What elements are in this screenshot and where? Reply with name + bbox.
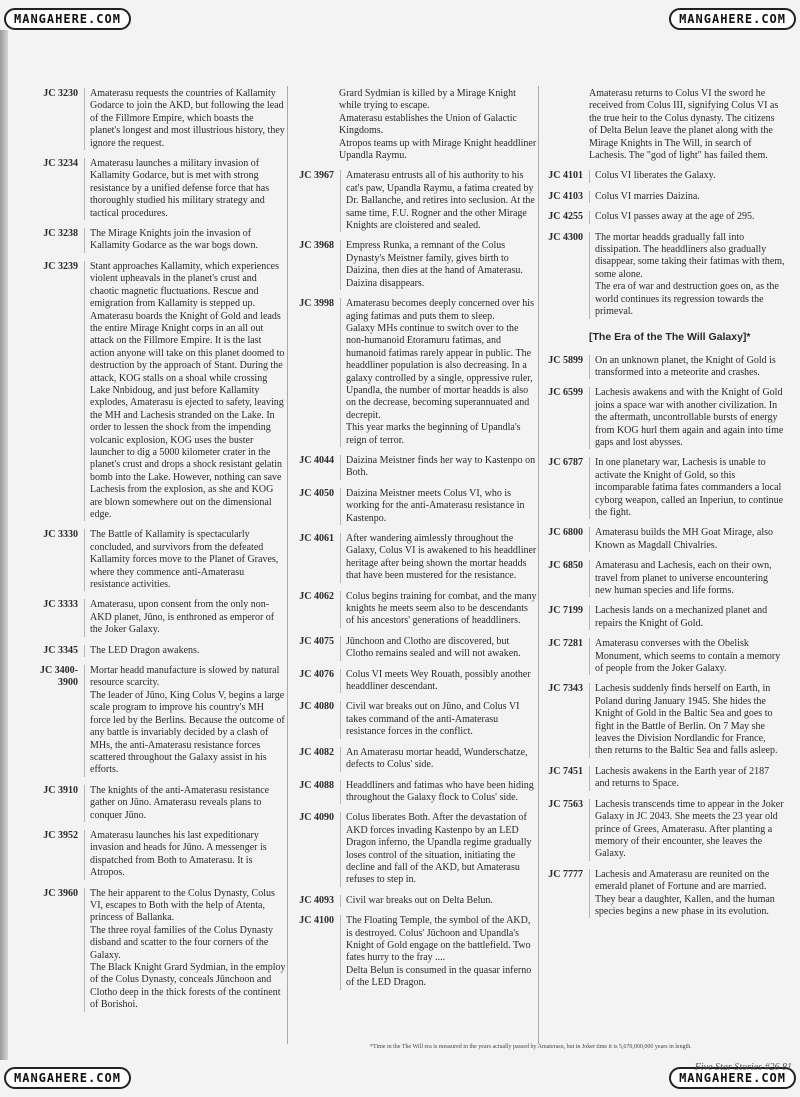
entry-paragraph: Lachesis awakens in the Earth year of 2187 and returns to Space.: [595, 765, 770, 790]
timeline-entry: [292, 636, 538, 661]
footnote: *Time in the The Will era is measured in the years actually passed by Amaterasu, but in Joker time it is 5,670,000,000 years in length.: [370, 1044, 692, 1050]
timeline-entry: [18, 529, 286, 591]
entry-text: [589, 191, 785, 203]
entry-year: JC 4076: [299, 668, 334, 680]
entry-paragraph: Amaterasu entrusts all of his authority to his cat's paw, Upandla Raymu, a fatima created by Dr. Ballanche, and retires into seclusion. At the same time, F.U. Rogner and the other Mirage Knights are cloistered and sealed.: [346, 170, 535, 232]
entry-text: [340, 915, 538, 989]
entry-paragraph: Lachesis suddenly finds herself on Earth, in Poland during January 1945. She hides the Knight of Gold in the Baltic Sea and goes to fight in the Battle of Berlin. On 7 May she leaves the Division Nordlandic for France, then returns to the Baltic Sea and falls asleep.: [595, 683, 778, 757]
entry-text: [84, 158, 286, 220]
entry-text: [589, 527, 785, 552]
entry-text: [340, 298, 538, 447]
entry-year: JC 3968: [299, 240, 334, 252]
entry-paragraph: Colus VI passes away at the age of 295.: [595, 211, 755, 223]
entry-paragraph: Amaterasu requests the countries of Kallamity Godarce to join the AKD, but following the lead of the Fillmore Empire, which boasts the planet's longest and most illustrious history, they ignore the request.: [90, 88, 285, 149]
entry-text: [340, 636, 538, 661]
entry-text: [84, 665, 286, 777]
entry-paragraph: The mortar headds gradually fall into dissipation. The headdliners also gradually disappear, some taking their fatimas with them, some alone.: [595, 231, 785, 280]
continuation-text: [292, 88, 538, 162]
timeline-column-2: [292, 88, 538, 998]
page-binding-shadow: [0, 30, 8, 1060]
entry-paragraph: The Black Knight Grard Sydmian, in the employ of the Colus Dynasty, conceals Jūnchoon and Clotho deep in the thick forests of the continent of Borishoi.: [90, 962, 286, 1011]
entry-paragraph: Amaterasu launches a military invasion of Kallamity Godarce, but is met with strong resistance by a unified defense force that has thoroughly studied his military strategy and tactical procedures.: [90, 158, 270, 219]
entry-year: JC 7199: [548, 605, 583, 617]
timeline-entry: [541, 211, 785, 223]
entry-paragraph: Colus begins training for combat, and the many knights he meets seem also to be descendants of his ancestors' generations of headdliners.: [346, 590, 537, 627]
timeline-entry: [292, 669, 538, 694]
entry-paragraph: After wandering aimlessly throughout the Galaxy, Colus VI is awakened to his headdliner heritage after being shown the mortar headds that have been mustered for the resistance.: [346, 533, 537, 582]
entry-text: [589, 560, 785, 597]
entry-text: [84, 645, 286, 657]
entry-text: [340, 240, 538, 290]
entry-year: JC 3230: [43, 88, 78, 99]
entry-text: [340, 669, 538, 694]
entry-text: [340, 780, 538, 805]
entry-paragraph: Amaterasu becomes deeply concerned over his aging fatimas and puts them to sleep.: [346, 298, 534, 322]
timeline-entry: [541, 387, 785, 449]
timeline-entry: [292, 915, 538, 989]
entry-text: [589, 170, 785, 182]
watermark-top-left: MANGAHERE.COM: [4, 8, 131, 30]
entry-paragraph: Headdliners and fatimas who have been hiding throughout the Galaxy flock to Colus' side.: [346, 779, 534, 803]
entry-text: [589, 869, 785, 919]
entry-text: [340, 895, 538, 907]
entry-paragraph: Amaterasu and Lachesis, each on their own, travel from planet to universe encountering new human species and life forms.: [595, 560, 772, 596]
entry-paragraph: Delta Belun is consumed in the quasar inferno of the LED Dragon.: [346, 964, 532, 989]
entry-text: [340, 701, 538, 738]
entry-year: JC 4101: [548, 170, 583, 182]
entry-text: [84, 888, 286, 1012]
entry-year: JC 7343: [548, 683, 583, 695]
timeline-entry: [541, 527, 785, 552]
entry-paragraph: Amaterasu boards the Knight of Gold and leads the entire Mirage Knight corps in an all out attack on the Fillmore Empire. It is the last action anyone will take on this planet doomed to destruction by the approach of Stant. During the attack, KOG stalls on a shoal while crossing Lake Nnbidoug, and just before Kallamity explodes, Amaterasu is ejected to safety, leaving the MH and Lachesis stranded on the Lake. In order to lessen the shock from the impending volcanic explosion, KOG uses the buster launcher to dig a 5000 kilometer crater in the planet's crust and drops a shock resistant gelatin bomb into the Lake. However, nothing can save Lachesis from the explosion, as she and KOG are blown somewhere out on the dimensional edge.: [90, 310, 285, 520]
entry-year: JC 7563: [548, 798, 583, 810]
entry-text: [84, 599, 286, 636]
era-heading: [The Era of the The Will Galaxy]*: [589, 330, 751, 343]
entry-text: [84, 529, 286, 591]
timeline-entry: [292, 298, 538, 447]
watermark-top-right: MANGAHERE.COM: [669, 8, 796, 30]
entry-paragraph: The three royal families of the Colus Dynasty disband and scatter to the four corners of the Galaxy.: [90, 924, 274, 961]
entry-paragraph: An Amaterasu mortar headd, Wunderschatze, defects to Colus' side.: [346, 746, 528, 771]
entry-text: [589, 355, 785, 380]
continuation-paragraph: Amaterasu establishes the Union of Galactic Kingdoms.: [339, 112, 517, 137]
entry-paragraph: The Battle of Kallamity is spectacularly concluded, and survivors from the defeated Kallamity forces move to the Planet of Graves, where they commence anti-Amaterasu resistance activities.: [90, 529, 279, 591]
timeline-entry: [541, 683, 785, 757]
entry-text: [340, 488, 538, 525]
entry-paragraph: Amaterasu launches his last expeditionary invasion and heads for Jūno. A messenger is dispatched from Both to Amaterasu. It is Atropos.: [90, 829, 267, 879]
timeline-list-era: [541, 355, 785, 919]
entry-year: JC 4255: [548, 211, 583, 223]
entry-year: JC 4062: [299, 590, 334, 602]
timeline-entry: [18, 261, 286, 522]
entry-paragraph: Amaterasu converses with the Obelisk Monument, which seems to contain a memory of people from the Joker Galaxy.: [595, 638, 781, 675]
entry-year: JC 4103: [548, 190, 583, 202]
entry-paragraph: Mortar headd manufacture is slowed by natural resource scarcity.: [90, 665, 280, 689]
entry-year: JC 3400- 3900: [39, 665, 78, 689]
timeline-entry: [18, 88, 286, 150]
entry-paragraph: The heir apparent to the Colus Dynasty, Colus VI, escapes to Both with the help of Atenta, princess of Ballanka.: [90, 887, 275, 924]
entry-year: JC 6800: [548, 527, 583, 539]
entry-year: JC 3333: [43, 599, 78, 611]
entry-paragraph: Amaterasu, upon consent from the only non-AKD planet, Jūno, is enthroned as emperor of the Joker Galaxy.: [90, 599, 275, 636]
timeline-entry: [292, 591, 538, 628]
timeline-entry: [292, 780, 538, 805]
entry-paragraph: The era of war and destruction goes on, as the world continues its regression towards the primeval.: [595, 281, 779, 318]
entry-year: JC 3910: [43, 784, 78, 796]
entry-year: JC 3238: [43, 228, 78, 240]
watermark-bottom-left: MANGAHERE.COM: [4, 1067, 131, 1089]
entry-paragraph: Civil war breaks out on Delta Belun.: [346, 894, 493, 906]
entry-year: JC 6599: [548, 387, 583, 399]
entry-paragraph: Jūnchoon and Clotho are discovered, but Clotho remains sealed and will not awaken.: [346, 635, 521, 660]
entry-text: [84, 785, 286, 822]
entry-text: [340, 591, 538, 628]
entry-paragraph: Lachesis lands on a mechanized planet and repairs the Knight of Gold.: [595, 605, 768, 629]
entry-year: JC 3960: [43, 887, 78, 899]
timeline-entry: [541, 766, 785, 791]
entry-paragraph: On an unknown planet, the Knight of Gold is transformed into a meteorite and crashes.: [595, 354, 776, 378]
timeline-entry: [18, 830, 286, 880]
timeline-entry: [292, 701, 538, 738]
entry-year: JC 3967: [299, 170, 334, 182]
entry-text: [589, 211, 785, 223]
entry-paragraph: Colus VI marries Daizina.: [595, 190, 700, 202]
timeline-entry: [541, 355, 785, 380]
page-number: Five Star Stories #26 81: [694, 1062, 792, 1073]
timeline-entry: [292, 747, 538, 772]
continuation-paragraph: Grard Sydmian is killed by a Mirage Knight while trying to escape.: [339, 88, 516, 112]
entry-year: JC 4088: [299, 779, 334, 791]
entry-year: JC 4090: [299, 812, 334, 824]
entry-year: JC 7281: [548, 638, 583, 650]
entry-paragraph: Lachesis and Amaterasu are reunited on the emerald planet of Fortune and are married. They bear a daughter, Kallen, and the human species begins a new phase in its evolution.: [595, 868, 775, 917]
timeline-entry: [18, 158, 286, 220]
timeline-entry: [292, 895, 538, 907]
entry-text: [340, 747, 538, 772]
entry-text: [84, 830, 286, 880]
entry-paragraph: Colus VI meets Wey Rouath, possibly another headdliner descendant.: [346, 668, 531, 693]
watermark-bottom-right: MANGAHERE.COM: [669, 1067, 796, 1089]
entry-text: [589, 766, 785, 791]
entry-text: [589, 232, 785, 319]
timeline-entry: [292, 170, 538, 232]
entry-paragraph: Colus VI liberates the Galaxy.: [595, 170, 716, 182]
entry-paragraph: Lachesis awakens and with the Knight of Gold joins a space war with another civilization. In the aftermath, uncontrollable bursts of energy from KOG hurl them again and again into time gaps and lost abysses.: [595, 387, 784, 448]
entry-year: JC 4044: [299, 454, 334, 466]
timeline-entry: [541, 638, 785, 675]
entry-paragraph: This year marks the beginning of Upandla's reign of terror.: [346, 422, 521, 446]
entry-paragraph: The knights of the anti-Amaterasu resistance gather on Jūno. Amaterasu reveals plans to conquer Jūno.: [90, 784, 270, 821]
entry-text: [589, 638, 785, 675]
entry-paragraph: The Floating Temple, the symbol of the AKD, is destroyed. Colus' Jūchoon and Upandla's Knight of Gold engage on the battlefield. Two fates hurry to the fray ....: [346, 915, 531, 964]
entry-paragraph: Colus liberates Both. After the devastation of AKD forces invading Kastenpo by an LED Dragon inferno, the Upandla regime gradually loses control of the situation, initiating the decline and fall of the AKD, but Amaterasu refuses to step in.: [346, 812, 532, 886]
entry-year: JC 4100: [299, 915, 334, 927]
entry-year: JC 4300: [548, 231, 583, 243]
entry-year: JC 3330: [43, 529, 78, 541]
timeline-entry: [292, 240, 538, 290]
entry-year: JC 3345: [43, 644, 78, 656]
entry-paragraph: Stant approaches Kallamity, which experiences violent upheavals in the planet's crust and chaotic magnetic fluctuations. Rescue and emigration from Kallamity is stepped up.: [90, 260, 280, 310]
timeline-column-1: [18, 88, 286, 1020]
entry-text: [340, 455, 538, 480]
entry-paragraph: The leader of Jūno, King Colus V, begins a large scale program to improve his country's MH force led by the Berlins. Because the outcome of any battle is invariably decided by a clash of MHs, the anti-Amaterasu resistance forces scattered throughout the Galaxy assist in his efforts.: [90, 689, 285, 776]
timeline-entry: [18, 785, 286, 822]
entry-text: [84, 88, 286, 150]
entry-year: JC 4061: [299, 533, 334, 544]
entry-paragraph: The Mirage Knights join the invasion of Kallamity Godarce as the war bogs down.: [90, 228, 259, 252]
timeline-entry: [292, 455, 538, 480]
entry-text: [589, 799, 785, 861]
continuation-text: [541, 88, 785, 162]
column-rule-2: [538, 86, 539, 1044]
entry-text: [589, 605, 785, 630]
entry-year: JC 4075: [299, 635, 334, 647]
timeline-column-3: [541, 88, 785, 926]
entry-text: [84, 261, 286, 522]
timeline-list: [292, 170, 538, 989]
entry-paragraph: Galaxy MHs continue to switch over to the non-humanoid Etoramuru fatimas, and humanoid fatimas rarely appear in public. The headdliner population is also decreasing. In a galaxy controlled by a single, oppressive ruler, Upandla, the number of mortar headds is also on the decrease, becoming superannuated and decrepit.: [346, 322, 533, 421]
entry-paragraph: Daizina Meistner meets Colus VI, who is working for the anti-Amaterasu resistance in Kastenpo.: [346, 487, 525, 524]
entry-paragraph: In one planetary war, Lachesis is unable to activate the Knight of Gold, so this incomparable fatima fates commanders a local cyborg weapon, called an Inperiun, to continue the fight.: [595, 457, 784, 518]
entry-year: JC 4093: [299, 894, 334, 906]
entry-year: JC 7451: [548, 765, 583, 777]
entry-year: JC 3998: [299, 298, 334, 310]
continuation-paragraph: Amaterasu returns to Colus VI the sword he received from Colus III, signifying Colus VI as the true heir to the Colus dynasty. The citizens of Delta Belun leave the planet along with the Mirage Knights in The Will, in search of Lachesis. The "god of light" has failed them.: [589, 88, 779, 162]
entry-paragraph: Civil war breaks out on Jūno, and Colus VI takes command of the anti-Amaterasu resistance forces in the conflict.: [346, 701, 520, 738]
entry-year: JC 3234: [43, 158, 78, 170]
timeline-entry: [292, 488, 538, 525]
entry-text: [84, 228, 286, 253]
entry-year: JC 3239: [43, 260, 78, 272]
entry-year: JC 7777: [548, 868, 583, 880]
entry-paragraph: Amaterasu builds the MH Goat Mirage, also Known as Magdall Chivalries.: [595, 527, 774, 551]
timeline-entry: [541, 799, 785, 861]
entry-paragraph: Empress Runka, a remnant of the Colus Dynasty's Meistner family, gives birth to Daizina, then dies at the hand of Amaterasu. Daizina disappears.: [346, 240, 523, 289]
timeline-entry: [541, 191, 785, 203]
column-rule-1: [287, 86, 288, 1044]
entry-year: JC 5899: [548, 354, 583, 366]
timeline-entry: [18, 888, 286, 1012]
continuation-paragraph: Atropos teams up with Mirage Knight headdliner Upandla Raymu.: [339, 137, 537, 162]
timeline-entry: [18, 645, 286, 657]
entry-year: JC 6787: [548, 457, 583, 469]
entry-year: JC 6850: [548, 560, 583, 572]
timeline-entry: [541, 605, 785, 630]
entry-text: [340, 170, 538, 232]
timeline-entry: [292, 533, 538, 583]
timeline-entry: [541, 869, 785, 919]
entry-paragraph: Lachesis transcends time to appear in the Joker Galaxy in JC 2043. She meets the 23 year old prince of Grees, Amaterasu. After planting a memory of their encounter, she leaves the Galaxy.: [595, 798, 784, 860]
timeline-entry: [541, 232, 785, 319]
entry-text: [340, 533, 538, 583]
timeline-list: [541, 170, 785, 318]
entry-year: JC 4082: [299, 746, 334, 758]
entry-year: JC 4080: [299, 701, 334, 713]
timeline-entry: [18, 665, 286, 777]
timeline-entry: [541, 170, 785, 182]
entry-text: [589, 457, 785, 519]
entry-paragraph: The LED Dragon awakens.: [90, 644, 200, 656]
timeline-entry: [541, 560, 785, 597]
timeline-entry: [18, 228, 286, 253]
entry-text: [589, 387, 785, 449]
entry-year: JC 3952: [43, 829, 78, 841]
timeline-entry: [18, 599, 286, 636]
timeline-entry: [541, 457, 785, 519]
entry-paragraph: Daizina Meistner finds her way to Kastenpo on Both.: [346, 454, 536, 479]
entry-year: JC 4050: [299, 487, 334, 499]
entry-text: [340, 812, 538, 886]
timeline-entry: [292, 812, 538, 886]
entry-text: [589, 683, 785, 757]
